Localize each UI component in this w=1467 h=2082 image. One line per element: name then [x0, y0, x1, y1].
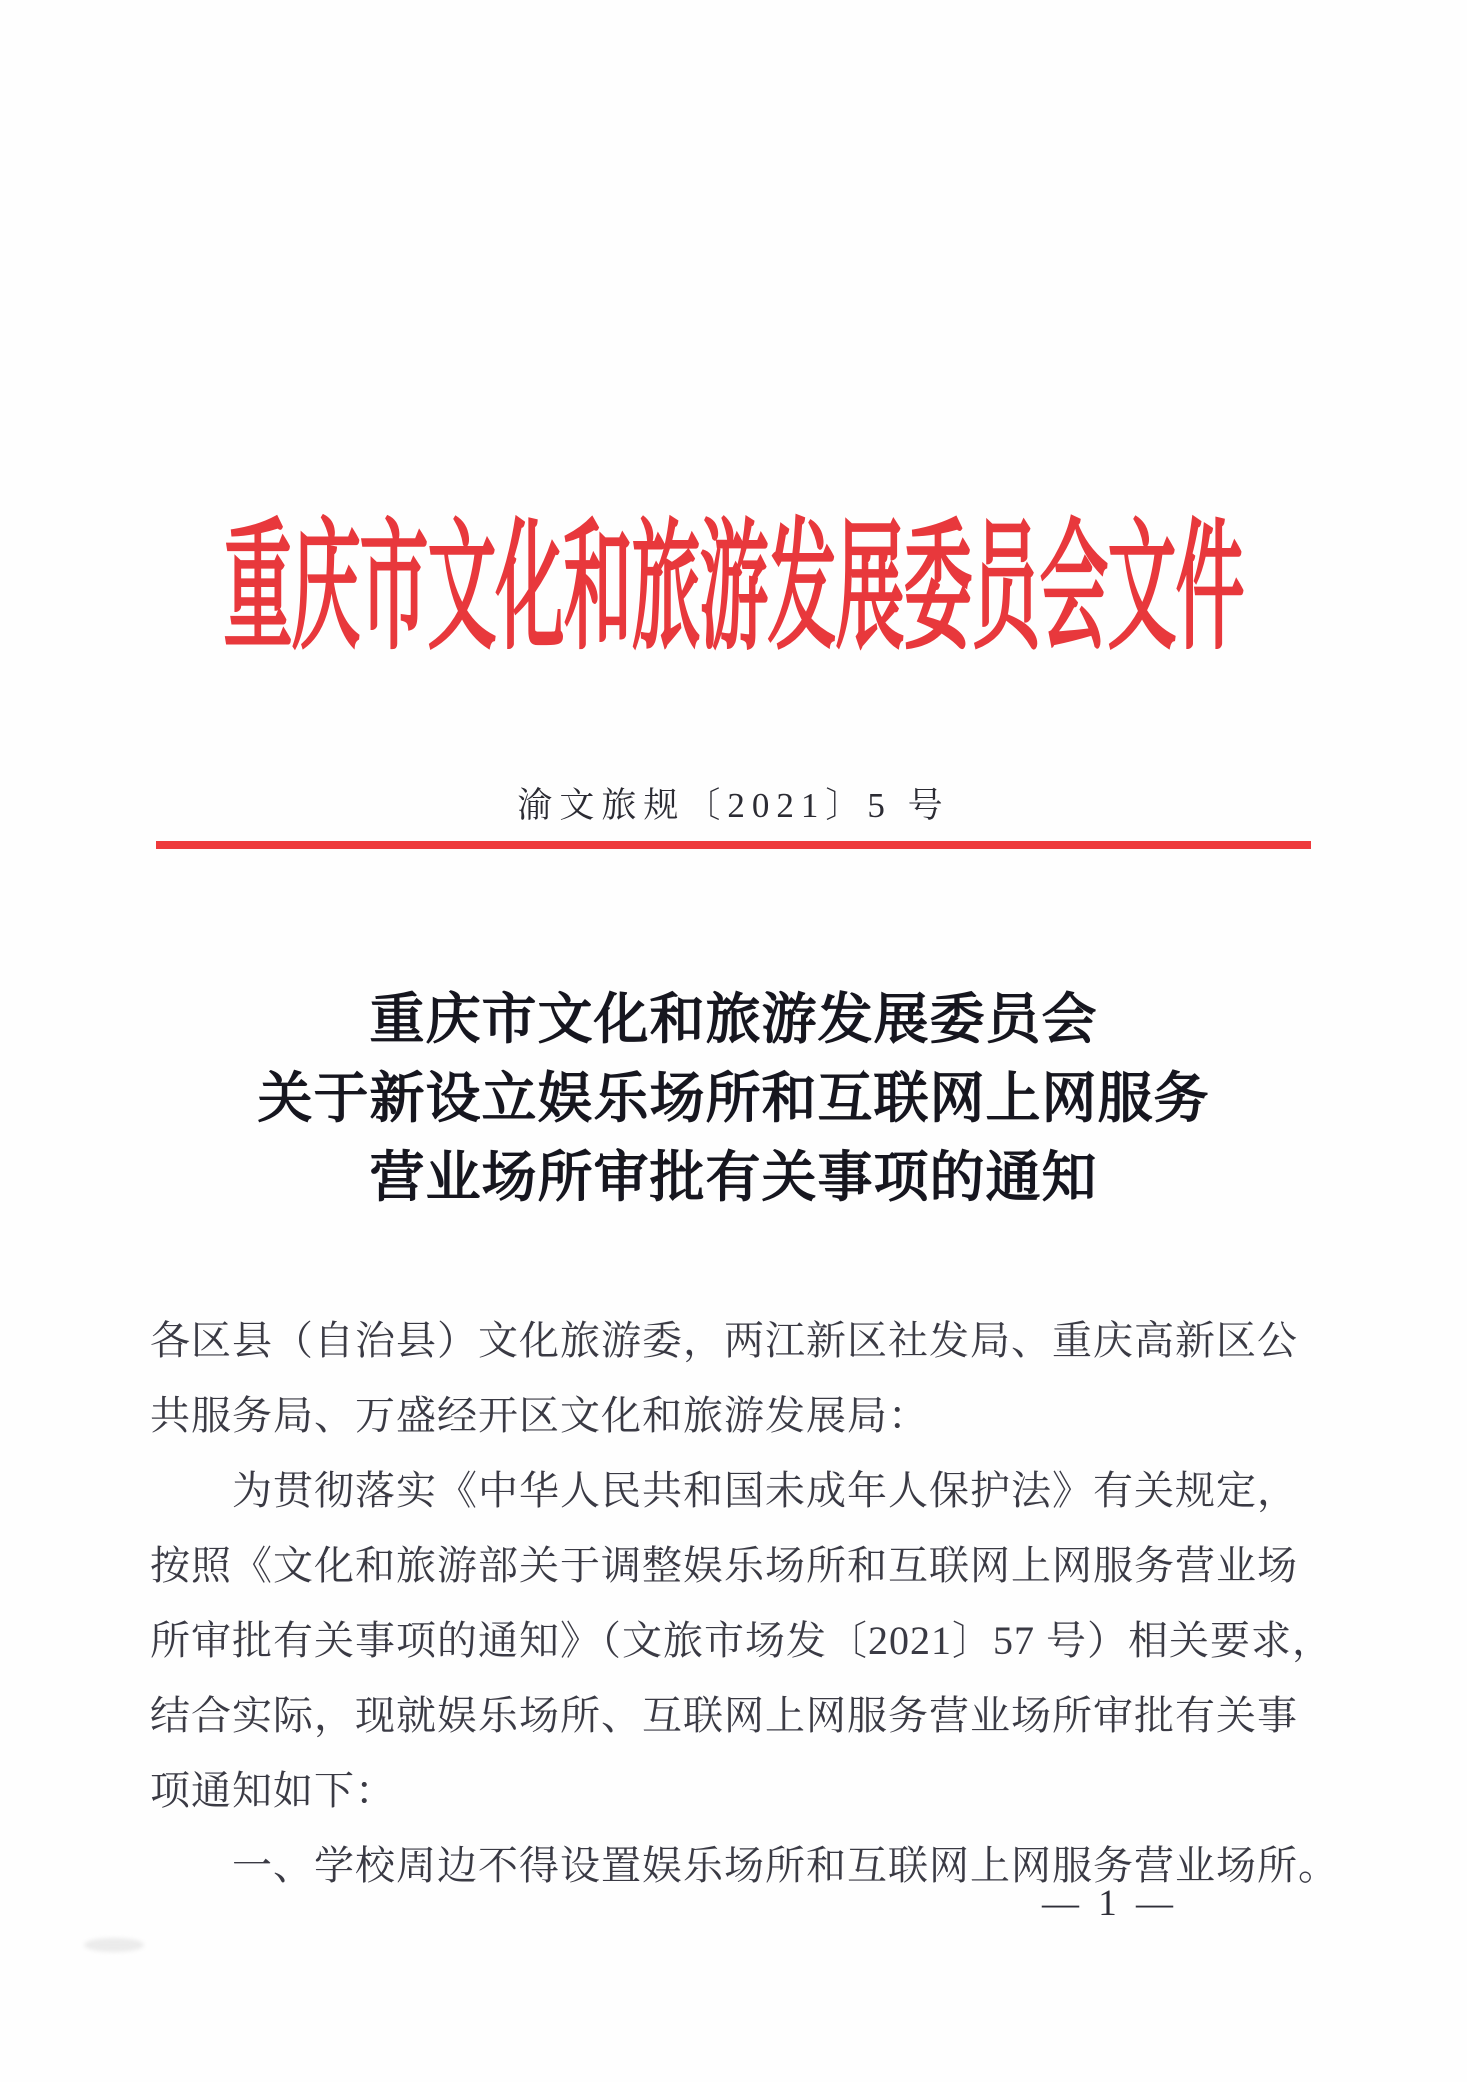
title-line-2: 关于新设立娱乐场所和互联网上网服务	[257, 1068, 1210, 1129]
body-line: 为贯彻落实《中华人民共和国未成年人保护法》有关规定，	[232, 1468, 1298, 1513]
title-line-1: 重庆市文化和旅游发展委员会	[369, 989, 1098, 1050]
document-title	[0, 980, 1467, 1217]
body-line: 一、学校周边不得设置娱乐场所和互联网上网服务营业场所。	[232, 1843, 1339, 1888]
body-line: 共服务局、万盛经开区文化和旅游发展局：	[150, 1393, 929, 1438]
scan-artifact	[84, 1938, 144, 1952]
banner-title-text: 重庆市文化和旅游发展委员会文件	[223, 510, 1244, 667]
page-number: — 1 —	[1042, 1883, 1178, 1924]
body-line: 项通知如下：	[150, 1768, 396, 1813]
document-body	[150, 1303, 1350, 1903]
document-number: 渝文旅规〔2021〕5 号	[517, 786, 950, 825]
body-line: 按照《文化和旅游部关于调整娱乐场所和互联网上网服务营业场	[150, 1543, 1298, 1588]
title-line-3: 营业场所审批有关事项的通知	[369, 1147, 1098, 1208]
red-divider-line	[156, 841, 1311, 849]
body-line: 结合实际，现就娱乐场所、互联网上网服务营业场所审批有关事	[150, 1693, 1298, 1738]
body-line: 所审批有关事项的通知》（文旅市场发〔2021〕57 号）相关要求，	[150, 1618, 1333, 1663]
red-header-banner	[0, 474, 1467, 667]
body-line: 各区县（自治县）文化旅游委，两江新区社发局、重庆高新区公	[150, 1318, 1298, 1363]
